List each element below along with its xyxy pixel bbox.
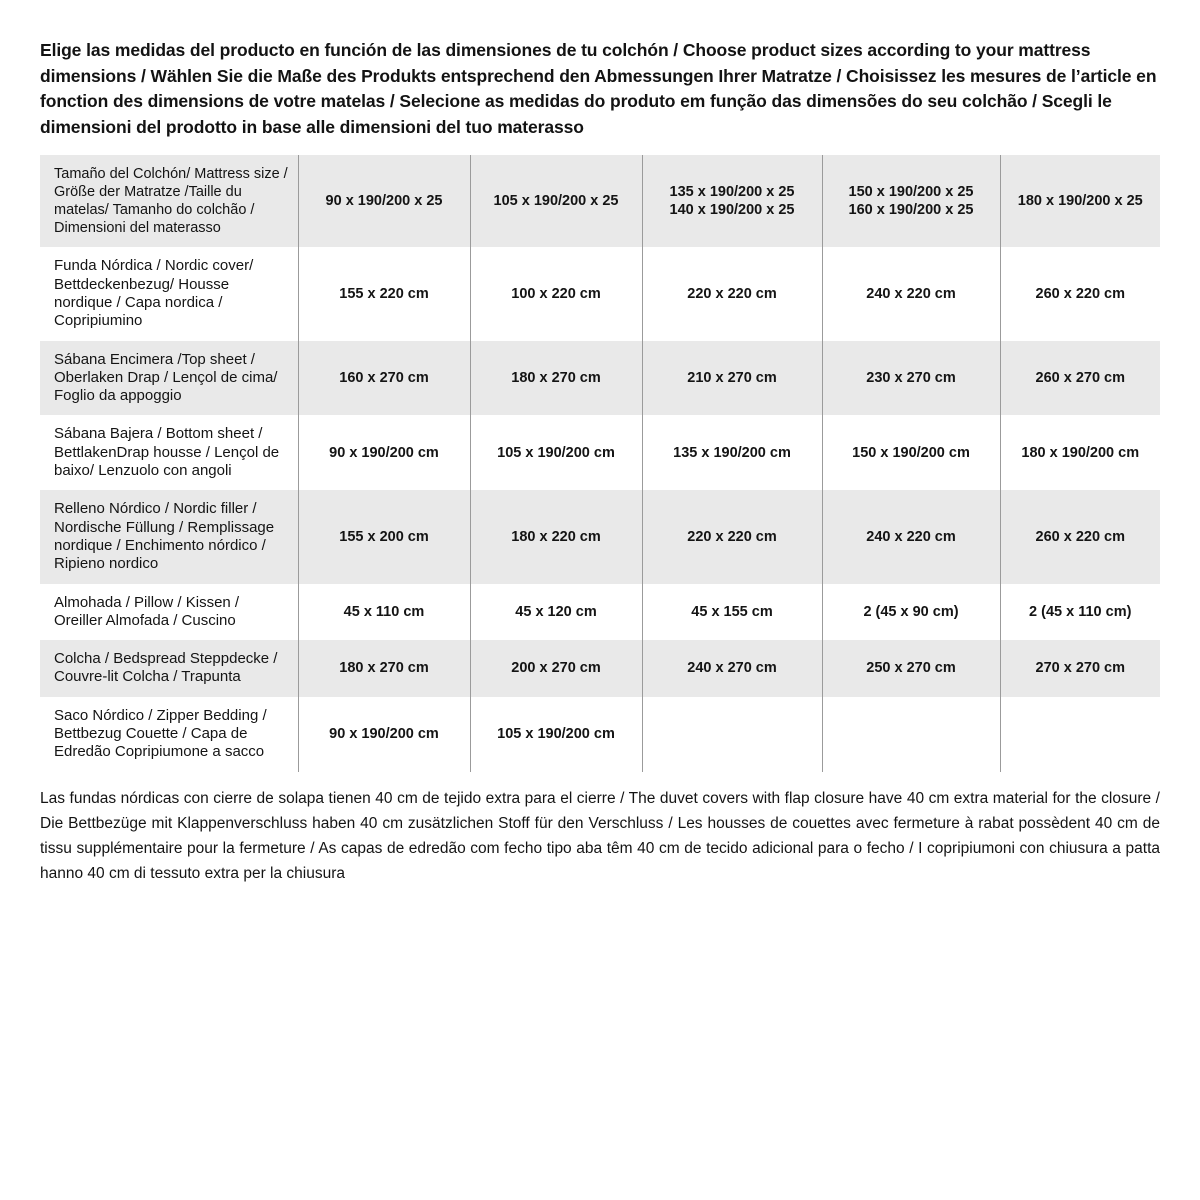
row-value: 180 x 190/200 cm: [1000, 415, 1160, 490]
row-value: 240 x 270 cm: [642, 640, 822, 697]
row-value: [822, 697, 1000, 772]
row-value: 240 x 220 cm: [822, 247, 1000, 340]
row-label: Colcha / Bedspread Steppdecke / Couvre-lit Colcha / Trapunta: [40, 640, 298, 697]
header-col-5: [1000, 155, 1160, 248]
table-row: [40, 640, 1160, 697]
header-col-4-line-2: 160 x 190/200 x 25: [848, 202, 974, 219]
table-row: [40, 584, 1160, 641]
row-value: 150 x 190/200 cm: [822, 415, 1000, 490]
row-value: 105 x 190/200 cm: [470, 697, 642, 772]
row-value: 45 x 110 cm: [298, 584, 470, 641]
header-col-5-line-1: 180 x 190/200 x 25: [1017, 193, 1143, 210]
row-value: 220 x 220 cm: [642, 490, 822, 583]
row-value: 180 x 220 cm: [470, 490, 642, 583]
row-value: 250 x 270 cm: [822, 640, 1000, 697]
row-value: 45 x 120 cm: [470, 584, 642, 641]
mattress-size-table: [40, 155, 1160, 772]
header-col-4-line-1: 150 x 190/200 x 25: [848, 184, 974, 200]
row-value: 135 x 190/200 cm: [642, 415, 822, 490]
row-value: 180 x 270 cm: [298, 640, 470, 697]
header-col-4: [822, 155, 1000, 248]
row-value: [642, 697, 822, 772]
row-value: 220 x 220 cm: [642, 247, 822, 340]
row-value: 270 x 270 cm: [1000, 640, 1160, 697]
row-value: 90 x 190/200 cm: [298, 697, 470, 772]
row-value: 200 x 270 cm: [470, 640, 642, 697]
intro-text: Elige las medidas del producto en función de las dimensiones de tu colchón / Choose product sizes according to your mattress dimensions / Wählen Sie die Maße des Produkts entsprechend den Abmessungen Ihrer Matratze / Choisissez les mesures de l’article en fonction des dimensions de votre matelas / Selecione as medidas do produto em função das dimensões do seu colchão / Scegli le dimensioni del prodotto in base alle dimensioni del tuo materasso: [40, 40, 1157, 138]
header-col-2-line-1: 105 x 190/200 x 25: [493, 193, 619, 210]
row-value: 260 x 220 cm: [1000, 247, 1160, 340]
row-value: 210 x 270 cm: [642, 341, 822, 416]
row-value: 2 (45 x 110 cm): [1000, 584, 1160, 641]
header-col-3: [642, 155, 822, 248]
row-value: 160 x 270 cm: [298, 341, 470, 416]
row-value: [1000, 697, 1160, 772]
row-value: 180 x 270 cm: [470, 341, 642, 416]
table-row: [40, 415, 1160, 490]
row-value: 155 x 220 cm: [298, 247, 470, 340]
header-col-2: [470, 155, 642, 248]
row-value: 2 (45 x 90 cm): [822, 584, 1000, 641]
table-row: [40, 697, 1160, 772]
row-value: 260 x 220 cm: [1000, 490, 1160, 583]
header-label-cell: Tamaño del Colchón/ Mattress size / Größe der Matratze /Taille du matelas/ Tamanho do colchão / Dimensioni del materasso: [40, 155, 298, 248]
row-label: Funda Nórdica / Nordic cover/ Bettdeckenbezug/ Housse nordique / Capa nordica / Copripiumino: [40, 247, 298, 340]
table-row: [40, 247, 1160, 340]
row-label: Almohada / Pillow / Kissen / Oreiller Almofada / Cuscino: [40, 584, 298, 641]
header-col-1: [298, 155, 470, 248]
row-label: Sábana Encimera /Top sheet / Oberlaken Drap / Lençol de cima/ Foglio da appoggio: [40, 341, 298, 416]
row-value: 90 x 190/200 cm: [298, 415, 470, 490]
row-label: Saco Nórdico / Zipper Bedding / Bettbezug Couette / Capa de Edredão Copripiumone a sacco: [40, 697, 298, 772]
table-row: [40, 490, 1160, 583]
row-value: 260 x 270 cm: [1000, 341, 1160, 416]
table-row: [40, 341, 1160, 416]
row-label: Relleno Nórdico / Nordic filler / Nordische Füllung / Remplissage nordique / Enchimento nórdico / Ripieno nordico: [40, 490, 298, 583]
header-col-1-line-1: 90 x 190/200 x 25: [325, 193, 443, 210]
row-label: Sábana Bajera / Bottom sheet / BettlakenDrap housse / Lençol de baixo/ Lenzuolo con angoli: [40, 415, 298, 490]
header-col-3-line-2: 140 x 190/200 x 25: [669, 202, 795, 219]
row-value: 230 x 270 cm: [822, 341, 1000, 416]
header-col-3-line-1: 135 x 190/200 x 25: [669, 184, 795, 200]
footnote-text: Las fundas nórdicas con cierre de solapa tienen 40 cm de tejido extra para el cierre / The duvet covers with flap closure have 40 cm extra material for the closure / Die Bettbezüge mit Klappenverschluss haben 40 cm zusätzlichen Stoff für den Verschluss / Les housses de couettes avec fermeture à rabat possèdent 40 cm de tissu supplémentaire pour la fermeture / As capas de edredão com fecho tipo aba têm 40 cm de tecido adicional para o fecho / I copripiumoni con chiusura a patta hanno 40 cm di tessuto extra per la chiusura: [40, 789, 1160, 882]
row-value: 100 x 220 cm: [470, 247, 642, 340]
row-value: 155 x 200 cm: [298, 490, 470, 583]
table-header-row: [40, 155, 1160, 248]
row-value: 105 x 190/200 cm: [470, 415, 642, 490]
row-value: 45 x 155 cm: [642, 584, 822, 641]
row-value: 240 x 220 cm: [822, 490, 1000, 583]
